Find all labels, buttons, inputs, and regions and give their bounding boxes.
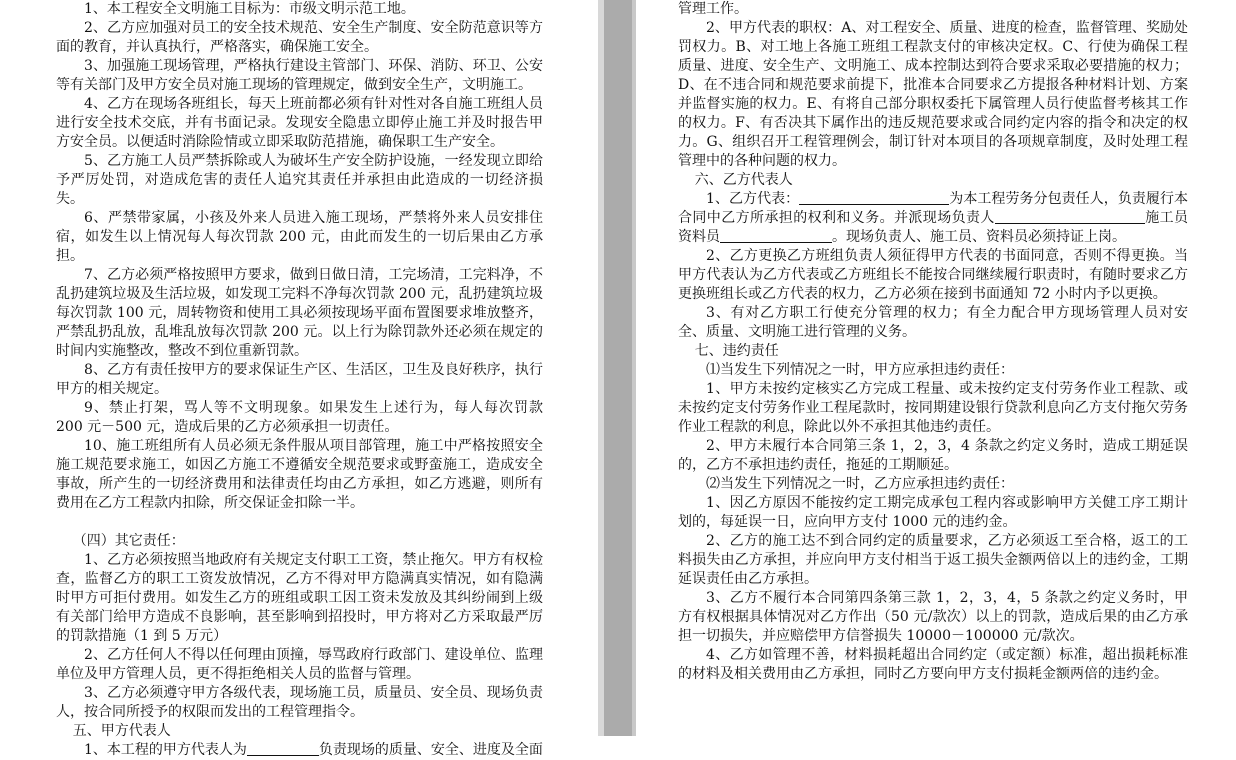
text-segment: 负责现场的质量、安全、进度及全面 <box>318 742 543 758</box>
fill-in-blank <box>247 741 319 756</box>
page-text-right <box>678 0 1188 684</box>
paragraph: 8、乙方有责任按甲方的要求保证生产区、生活区，卫生及良好秩序，执行甲方的相关规定。 <box>56 362 543 397</box>
page-gutter <box>598 0 636 736</box>
section-heading: 五、甲方代表人 <box>72 723 171 739</box>
paragraph: 3、乙方不履行本合同第四条第三款 1，2，3，4，5 条款之约定义务时，甲方有权根据具体情况对乙方作出（50 元/款次）以上的罚款，造成后果的由乙方承担一切损失，并应赔偿甲方信誉损失 10000－100000 元/款次。 <box>678 590 1188 644</box>
fill-in-blank <box>995 209 1145 224</box>
paragraph: 5、乙方施工人员严禁拆除或人为破坏生产安全防护设施，一经发现立即给予严厉处罚，对造成危害的责任人追究其责任并承担由此造成的一切经济损失。 <box>56 153 543 207</box>
section-heading: （四）其它责任： <box>72 533 185 549</box>
text-segment: 为本工程劳务分包责任人，负责履行本合同中乙方所承担的权利和义务。并派现场负责人 <box>678 191 1188 226</box>
paragraph: 3、有对乙方职工行使充分管理的权力；有全力配合甲方现场管理人员对安全、质量、文明施工进行管理的义务。 <box>678 305 1188 340</box>
paragraph: 10、施工班组所有人员必须无条件服从项目部管理，施工中严格按照安全施工规范要求施工，如因乙方施工不遵循安全规范要求或野蛮施工，造成安全事故，所产生的一切经济费用和法律责任均由乙方承担，如乙方逃避，则所有费用在乙方工程款内扣除，所交保证金扣除一半。 <box>56 438 543 511</box>
paragraph: 4、乙方在现场各班组长，每天上班前都必须有针对性对各自施工班组人员进行安全技术交底，并有书面记录。发现安全隐患立即停止施工并及时报告甲方安全员。以便适时消除险情或立即采取防范措施，确保职工生产安全。 <box>56 96 543 150</box>
paragraph: 2、甲方未履行本合同第三条 1，2，3，4 条款之约定义务时，造成工期延误的，乙方不承担违约责任，拖延的工期顺延。 <box>678 438 1188 473</box>
text-segment: 1、乙方代表： <box>706 191 800 207</box>
text-segment: 1、本工程的甲方代表人为 <box>84 742 247 758</box>
paragraph: 2、乙方任何人不得以任何理由顶撞，辱骂政府行政部门、建设单位、监理单位及甲方管理人员，更不得拒绝相关人员的监督与管理。 <box>56 647 543 682</box>
paragraph: 7、乙方必须严格按照甲方要求，做到日做日清，工完场清，工完料净，不乱扔建筑垃圾及生活垃圾，如发现工完料不净每次罚款 200 元，乱扔建筑垃圾每次罚款 100 元，周转物资和使用工具必须按现场平面布置图要求堆放整齐，严禁乱扔乱放，乱堆乱放每次罚款 200 元。以上行为除罚款外还必须在规定的时间内实施整改，整改不到位重新罚款。 <box>56 267 543 359</box>
section-heading: 七、违约责任 <box>694 343 779 359</box>
text-segment: 。现场负责人、施工员、资料员必须持证上岗。 <box>832 229 1126 245</box>
paragraph: 2、乙方更换乙方班组负责人须征得甲方代表的书面同意，否则不得更换。当甲方代表认为乙方代表或乙方班组长不能按合同继续履行职责时，有随时要求乙方更换班组长或乙方代表的权力，乙方必须在接到书面通知 72 小时内予以更换。 <box>678 248 1188 302</box>
paragraph: 2、甲方代表的职权：A、对工程安全、质量、进度的检查，监督管理、奖励处罚权力。B、对工地上各施工班组工程款支付的审核决定权。C、行使为确保工程质量、进度、安全生产、文明施工、成本控制达到符合要求采取必要措施的权力；D、在不违合同和规范要求前提下，批准本合同要求乙方提报各种材料计划、方案并监督实施的权力。E、有将自己部分职权委托下属管理人员行使监督考核其工作的权力。F、有否决其下属作出的违反规范要求或合同约定内容的指令和决定的权力。G、组织召开工程管理例会，制订针对本项目的各项规章制度，及时处理工程管理中的各种问题的权力。 <box>678 20 1188 169</box>
page-edge <box>598 0 604 736</box>
paragraph: 1、因乙方原因不能按约定工期完成承包工程内容或影响甲方关健工序工期计划的，每延误一日，应向甲方支付 1000 元的违约金。 <box>678 495 1188 530</box>
sub-heading: ⑵当发生下列情况之一时，乙方应承担违约责任： <box>706 476 1014 492</box>
document-page-left <box>0 0 598 758</box>
paragraph: 6、严禁带家属，小孩及外来人员进入施工现场，严禁将外来人员安排住宿，如发生以上情况每人每次罚款 200 元，由此而发生的一切后果由乙方承担。 <box>56 210 543 264</box>
paragraph <box>678 190 1188 247</box>
section-heading: 六、乙方代表人 <box>694 172 793 188</box>
paragraph: 1、本工程安全文明施工目标为：市级文明示范工地。 <box>84 1 415 17</box>
paragraph: 4、乙方如管理不善，材料损耗超出合同约定（或定额）标准，超出损耗标准的材料及相关费用由乙方承担，同时乙方要向甲方支付损耗金额两倍的违约金。 <box>678 647 1188 682</box>
paragraph: 3、乙方必须遵守甲方各级代表，现场施工员，质量员、安全员、现场负责人，按合同所授予的权限而发出的工程管理指令。 <box>56 685 543 720</box>
paragraph: 管理工作。 <box>678 1 748 17</box>
paragraph <box>56 741 543 760</box>
document-page-right <box>636 0 1236 736</box>
paragraph: 9、禁止打架，骂人等不文明现象。如果发生上述行为，每人每次罚款 200 元－500 元，造成后果的乙方必须承担一切责任。 <box>56 400 543 435</box>
paragraph: 3、加强施工现场管理，严格执行建设主管部门、环保、消防、环卫、公安等有关部门及甲方安全员对施工现场的管理规定，做到安全生产，文明施工。 <box>56 58 543 93</box>
paragraph: 1、甲方未按约定核实乙方完成工程量、或未按约定支付劳务作业工程款、或未按约定支付劳务作业工程尾款时，按同期建设银行贷款利息向乙方支付拖欠劳务作业工程款的利息，除此以外不承担其他违约责任。 <box>678 381 1188 435</box>
fill-in-blank <box>720 228 832 243</box>
page-text-left <box>56 0 543 760</box>
text-segment: 施工员资料员 <box>678 210 1189 245</box>
paragraph: 2、乙方的施工达不到合同约定的质量要求，乙方必须返工至合格，返工的工料损失由乙方承担，并应向甲方支付相当于返工损失金额两倍以上的违约金，工期延误责任由乙方承担。 <box>678 533 1188 587</box>
sub-heading: ⑴当发生下列情况之一时，甲方应承担违约责任： <box>706 362 1014 378</box>
fill-in-blank <box>799 190 949 205</box>
paragraph: 1、乙方必须按照当地政府有关规定支付职工工资，禁止拖欠。甲方有权检查，监督乙方的职工工资发放情况，乙方不得对甲方隐满真实情况，如有隐满时甲方可拒付费用。如发生乙方的班组或职工因工资未发放及其纠纷闹到上级有关部门给甲方造成不良影响，甚至影响到招投时，甲方将对乙方采取最严厉的罚款措施（1 到 5 万元） <box>56 552 543 644</box>
paragraph: 2、乙方应加强对员工的安全技术规范、安全生产制度、安全防范意识等方面的教育，并认真执行，严格落实，确保施工安全。 <box>56 20 543 55</box>
